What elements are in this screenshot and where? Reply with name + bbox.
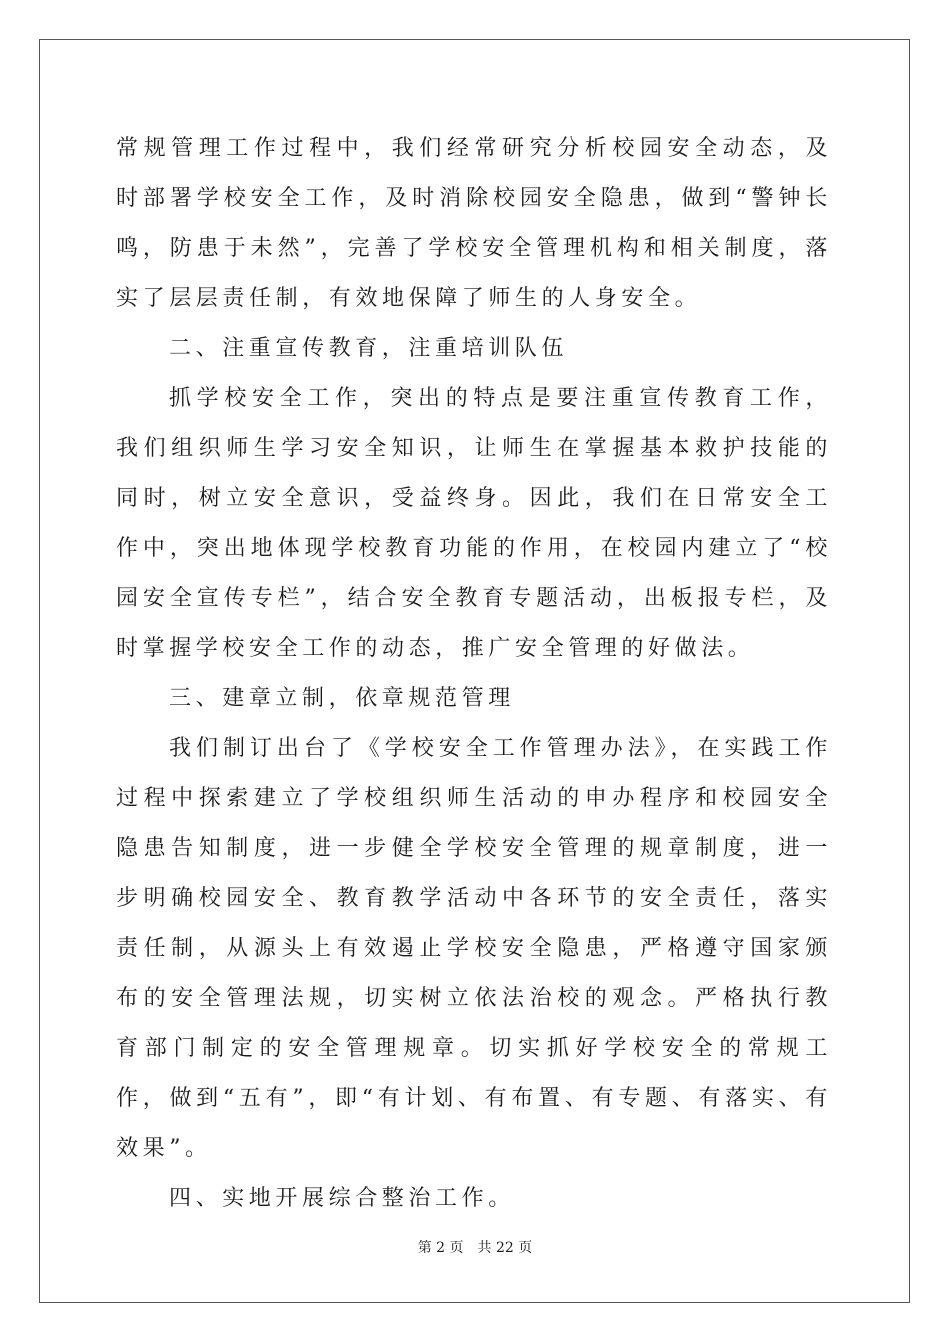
section-heading-4: 四、实地开展综合整治工作。 (169, 1186, 515, 1211)
page-footer (0, 1238, 950, 1258)
paragraph-1: 常规管理工作过程中，我们经常研究分析校园安全动态，及时部署学校安全工作，及时消除校园安全隐患，做到“警钟长鸣，防患于未然”，完善了学校安全管理机构和相关制度，落实了层层责任制，有效地保障了师生的人身安全。 (116, 136, 832, 311)
page-number: 第 2 页 (417, 1240, 464, 1256)
section-heading-3: 三、建章立制，依章规范管理 (169, 686, 515, 711)
paragraph-3: 我们制订出台了《学校安全工作管理办法》，在实践工作过程中探索建立了学校组织师生活动的申办程序和校园安全隐患告知制度，进一步健全学校安全管理的规章制度，进一步明确校园安全、教育教学活动中各环节的安全责任，落实责任制，从源头上有效遏止学校安全隐患，严格遵守国家颁布的安全管理法规，切实树立依法治校的观念。严格执行教育部门制定的安全管理规章。切实抓好学校安全的常规工作，做到“五有”，即“有计划、有布置、有专题、有落实、有效果”。 (116, 736, 832, 1161)
page-total: 共 22 页 (477, 1240, 533, 1256)
document-body (116, 124, 832, 1224)
paragraph-2: 抓学校安全工作，突出的特点是要注重宣传教育工作，我们组织师生学习安全知识，让师生在掌握基本救护技能的同时，树立安全意识，受益终身。因此，我们在日常安全工作中，突出地体现学校教育功能的作用，在校园内建立了“校园安全宣传专栏”，结合安全教育专题活动，出板报专栏，及时掌握学校安全工作的动态，推广安全管理的好做法。 (116, 386, 832, 661)
section-heading-2: 二、注重宣传教育，注重培训队伍 (169, 336, 569, 361)
